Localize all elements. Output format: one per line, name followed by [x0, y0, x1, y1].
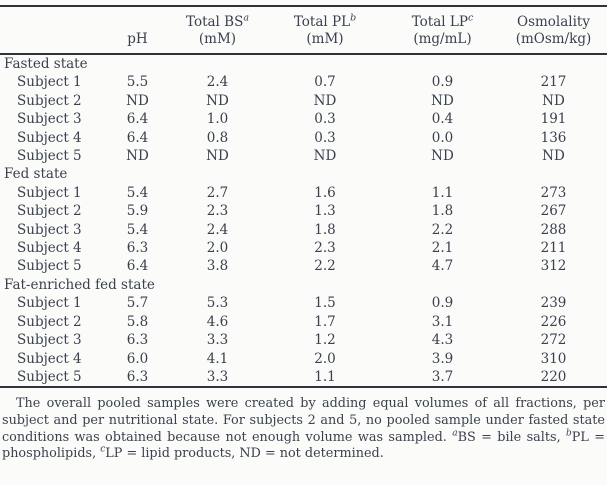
cell-value: 0.3 — [314, 129, 336, 146]
column-header-label: Total $LP^c$ — [411, 12, 474, 30]
cell-value: ND — [313, 148, 337, 165]
row-label: Subject 3 — [17, 332, 82, 349]
cell-value: 3.3 — [206, 332, 229, 349]
cell-value: 4.3 — [431, 332, 454, 349]
row-label: Subject 5 — [17, 148, 82, 165]
table-row — [0, 129, 607, 147]
cell-value: ND — [126, 92, 149, 109]
cell-value: 4.1 — [206, 350, 229, 367]
table-row — [0, 331, 607, 349]
cell-value: 312 — [540, 258, 567, 275]
cell-value: 220 — [540, 368, 567, 385]
cell-value: 0.4 — [431, 111, 454, 128]
row-label: Subject 4 — [17, 350, 82, 367]
row-label: Subject 1 — [17, 184, 82, 201]
table-row — [0, 239, 607, 257]
cell-value: 1.1 — [431, 184, 454, 201]
table-row — [0, 147, 607, 165]
row-label: Subject 2 — [17, 92, 82, 109]
cell-value: 217 — [540, 74, 567, 91]
footnote-marker-c: c — [467, 12, 474, 24]
cell-value: 1.0 — [206, 111, 229, 128]
cell-value: 5.3 — [206, 295, 229, 312]
cell-value: 1.5 — [314, 295, 336, 312]
cell-value: 136 — [540, 129, 567, 146]
cell-value: 2.3 — [314, 240, 336, 257]
cell-value: 6.0 — [126, 350, 149, 367]
column-header-total-bs — [170, 6, 265, 54]
row-label: Subject 1 — [17, 295, 82, 312]
cell-value: 1.7 — [314, 313, 336, 330]
cell-value: 6.3 — [126, 368, 149, 385]
cell-value: 6.4 — [126, 111, 149, 128]
cell-value: ND — [542, 92, 565, 109]
column-header-unit: (mOsm/kg) — [515, 31, 592, 47]
column-header-total-lp — [385, 6, 500, 54]
cell-value: 211 — [540, 240, 567, 257]
column-header-unit: (mM) — [306, 31, 344, 47]
cell-value: 6.3 — [126, 240, 149, 257]
section-row — [0, 165, 607, 183]
table-row — [0, 294, 607, 312]
cell-value: 1.8 — [431, 203, 454, 220]
row-label: Subject 2 — [17, 203, 82, 220]
cell-value: 0.3 — [314, 111, 336, 128]
table-row — [0, 257, 607, 275]
table-row — [0, 221, 607, 239]
cell-value: 226 — [540, 313, 567, 330]
cell-value: 2.2 — [314, 258, 336, 275]
cell-value: 2.2 — [431, 221, 454, 238]
section-title: Fat-enriched fed state — [4, 276, 155, 293]
cell-value: 310 — [540, 350, 567, 367]
cell-value: 1.2 — [314, 332, 336, 349]
table-footnote — [2, 396, 605, 462]
cell-value: 0.8 — [206, 129, 229, 146]
table-row — [0, 202, 607, 220]
table-row — [0, 350, 607, 368]
row-label: Subject 2 — [17, 313, 82, 330]
cell-value: 3.9 — [431, 350, 454, 367]
cell-value: 6.4 — [126, 258, 149, 275]
cell-value: ND — [126, 148, 149, 165]
cell-value: 5.4 — [126, 221, 149, 238]
cell-value: 1.3 — [314, 203, 336, 220]
table-row — [0, 368, 607, 387]
table-row — [0, 313, 607, 331]
cell-value: ND — [313, 92, 337, 109]
row-label: Subject 3 — [17, 221, 82, 238]
footnote-marker-b: b — [350, 12, 357, 24]
cell-value: 0.7 — [314, 74, 336, 91]
cell-value: 6.4 — [126, 129, 149, 146]
table-row — [0, 184, 607, 202]
column-header-empty — [0, 6, 105, 54]
cell-value: 267 — [540, 203, 567, 220]
row-label: Subject 4 — [17, 240, 82, 257]
cell-value: 2.3 — [206, 203, 229, 220]
table-body — [0, 54, 607, 387]
cell-value: 1.6 — [314, 184, 336, 201]
cell-value: ND — [206, 148, 229, 165]
table-row — [0, 92, 607, 110]
cell-value: 272 — [540, 332, 567, 349]
column-header-osmolality — [500, 6, 607, 54]
cell-value: 0.0 — [431, 129, 454, 146]
cell-value: 5.9 — [126, 203, 149, 220]
section-row — [0, 54, 607, 73]
cell-value: 4.6 — [206, 313, 229, 330]
footnote-text: The overall pooled samples were created by adding equal volumes of all fractions, per subject and per nutritional state. For subjects 2 and 5, no pooled sample under fasted state conditions was obtained because not enough volume was sampled. — [2, 396, 605, 445]
row-label: Subject 3 — [17, 111, 82, 128]
row-label: Subject 5 — [17, 258, 82, 275]
cell-value: ND — [431, 92, 454, 109]
footnote-definition-pl: PL = phospholipids, — [2, 429, 605, 462]
cell-value: 2.0 — [206, 240, 229, 257]
cell-value: 5.8 — [126, 313, 149, 330]
cell-value: 0.9 — [431, 295, 454, 312]
footnote-definition-bs: BS = bile salts, — [457, 429, 567, 445]
cell-value: ND — [206, 92, 229, 109]
cell-value: 3.1 — [431, 313, 454, 330]
cell-value: 3.7 — [431, 368, 454, 385]
cell-value: 3.3 — [206, 368, 229, 385]
cell-value: 2.4 — [206, 221, 229, 238]
section-title: Fed state — [4, 166, 68, 183]
cell-value: 4.7 — [431, 258, 454, 275]
cell-value: 2.0 — [314, 350, 336, 367]
cell-value: ND — [542, 148, 565, 165]
row-label: Subject 4 — [17, 129, 82, 146]
cell-value: 2.4 — [206, 74, 229, 91]
section-row — [0, 276, 607, 294]
footnote-marker-b: b — [566, 428, 572, 439]
cell-value: 288 — [540, 221, 567, 238]
section-title: Fasted state — [4, 56, 88, 72]
cell-value: 2.7 — [206, 184, 229, 201]
column-header-label: Total $BS^a$ — [185, 12, 249, 30]
footnote-marker-a: a — [452, 428, 458, 439]
cell-value: 5.5 — [126, 74, 149, 91]
column-header-label: Osmolality — [517, 14, 590, 30]
footnote-marker-c: c — [100, 444, 106, 455]
cell-value: 6.3 — [126, 332, 149, 349]
header-row — [0, 6, 607, 54]
cell-value: ND — [431, 148, 454, 165]
footnote-marker-a: a — [243, 12, 249, 24]
row-label: Subject 5 — [17, 368, 82, 385]
column-header-label: Total $PL^b$ — [293, 12, 357, 30]
column-header-label: pH — [127, 31, 148, 47]
cell-value: 5.7 — [126, 295, 149, 312]
cell-value: 273 — [540, 184, 567, 201]
cell-value: 3.8 — [206, 258, 229, 275]
table-header — [0, 6, 607, 54]
cell-value: 1.8 — [314, 221, 336, 238]
pooled-samples-table — [0, 5, 607, 388]
column-header-unit: (mg/mL) — [413, 31, 472, 47]
cell-value: 1.1 — [314, 368, 336, 385]
cell-value: 239 — [540, 295, 567, 312]
column-header-unit: (mM) — [198, 31, 237, 47]
table-row — [0, 110, 607, 128]
table-row — [0, 73, 607, 91]
column-header-ph — [105, 6, 170, 54]
footnote-definition-lp: LP = lipid products, ND = not determined. — [105, 446, 384, 462]
cell-value: 5.4 — [126, 184, 149, 201]
cell-value: 0.9 — [431, 74, 454, 91]
column-header-total-pl — [265, 6, 385, 54]
cell-value: 191 — [540, 111, 567, 128]
row-label: Subject 1 — [17, 74, 82, 91]
cell-value: 2.1 — [431, 240, 454, 257]
